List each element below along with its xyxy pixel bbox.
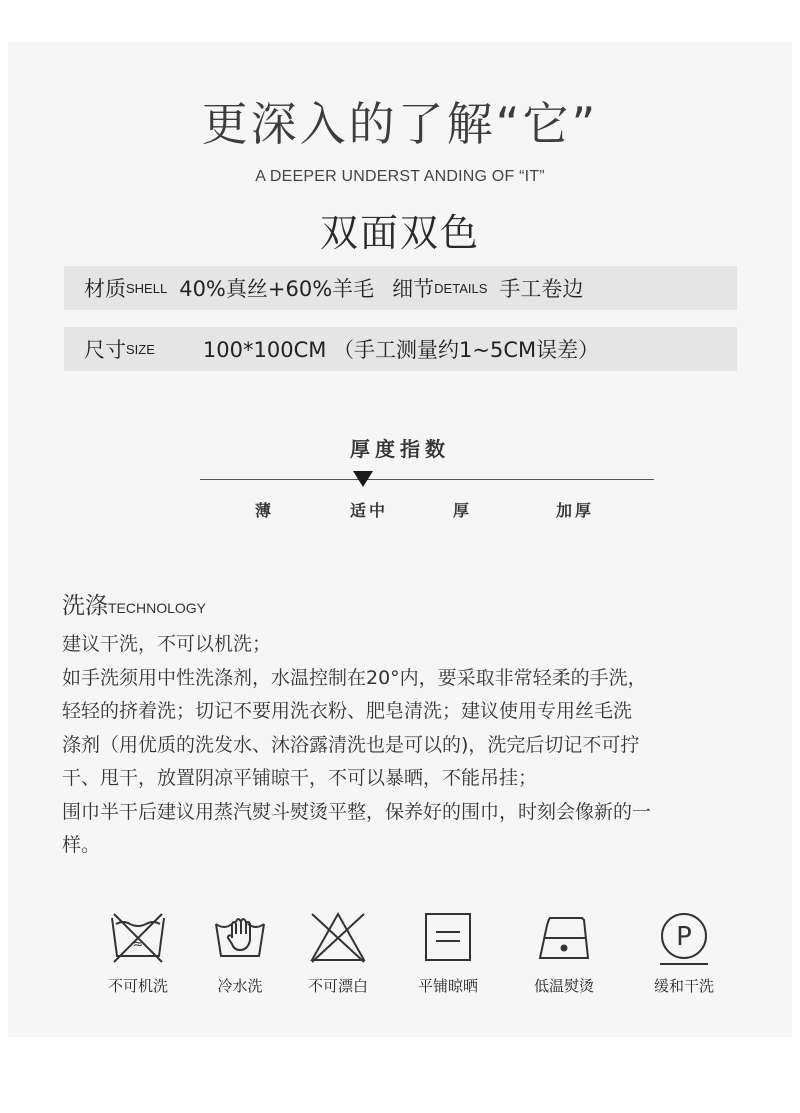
- detail-label-en: DETAILS: [434, 280, 488, 296]
- thickness-level-medium: 适中: [350, 501, 389, 520]
- low-temp-iron-icon: [534, 910, 594, 966]
- material-value: 40%真丝+60%羊毛: [179, 277, 375, 301]
- washing-line: 建议干洗，不可以机洗；: [62, 633, 272, 655]
- washing-title: [62, 587, 206, 620]
- content-panel: [8, 42, 792, 1037]
- page-title: 更深入的了解“它”: [201, 97, 599, 151]
- thickness-level-extra-thick: 加厚: [556, 501, 595, 520]
- size-label-en: SIZE: [126, 341, 155, 357]
- washing-title-cn: 洗涤: [62, 593, 108, 619]
- washing-line: 围巾半干后建议用蒸汽熨斗熨烫平整，保养好的围巾，时刻会像新的一: [62, 800, 652, 823]
- thickness-scale-line: [200, 479, 654, 480]
- size-spec-bar: [64, 327, 737, 371]
- dry-clean-symbol: P: [676, 922, 692, 952]
- washing-title-en: TECHNOLOGY: [108, 600, 207, 616]
- care-label-cold-wash: 冷水洗: [217, 977, 263, 995]
- washing-line: 涤剂（用优质的洗发水、沐浴露清洗也是可以的)，洗完后切记不可拧: [62, 733, 640, 756]
- no-machine-wash-icon: [108, 910, 168, 966]
- washing-line: 样。: [62, 834, 101, 856]
- gentle-dry-clean-icon: [654, 910, 714, 966]
- thickness-level-thick: 厚: [453, 501, 473, 520]
- no-bleach-icon: [308, 910, 368, 966]
- detail-label: 细节: [392, 277, 435, 301]
- washing-line: 轻轻的挤着洗；切记不要用洗衣粉、肥皂清洗；建议使用专用丝毛洗: [62, 700, 633, 722]
- svg-text:≈: ≈: [132, 937, 144, 952]
- page-subtitle: A DEEPER UNDERST ANDING OF “IT”: [255, 168, 545, 185]
- thickness-title: 厚度指数: [350, 437, 450, 461]
- care-label-no-bleach: 不可漂白: [307, 977, 368, 995]
- care-label-flat-dry: 平铺晾晒: [417, 977, 478, 995]
- washing-line: 干、甩干，放置阴凉平铺晾干，不可以暴晒，不能吊挂；: [62, 767, 538, 789]
- product-headline: 双面双色: [319, 211, 480, 255]
- size-value: 100*100CM （手工测量约1~5CM误差）: [202, 338, 600, 362]
- care-label-gentle-dry-clean: 缓和干洗: [653, 977, 714, 995]
- material-label: 材质: [84, 277, 126, 301]
- washing-instructions: [62, 628, 752, 863]
- cold-hand-wash-icon: [210, 910, 270, 966]
- detail-value: 手工卷边: [499, 277, 584, 301]
- care-label-no-machine-wash: 不可机洗: [107, 977, 168, 995]
- material-label-en: SHELL: [126, 280, 168, 296]
- care-label-low-iron: 低温熨烫: [533, 977, 594, 995]
- size-label: 尺寸: [84, 338, 126, 362]
- thickness-level-thin: 薄: [255, 501, 275, 520]
- flat-dry-icon: [418, 910, 478, 966]
- material-spec-bar: [64, 266, 737, 310]
- thickness-marker-icon: [353, 471, 373, 487]
- washing-line: 如手洗须用中性洗涤剂，水温控制在20°内，要采取非常轻柔的手洗，: [62, 666, 647, 689]
